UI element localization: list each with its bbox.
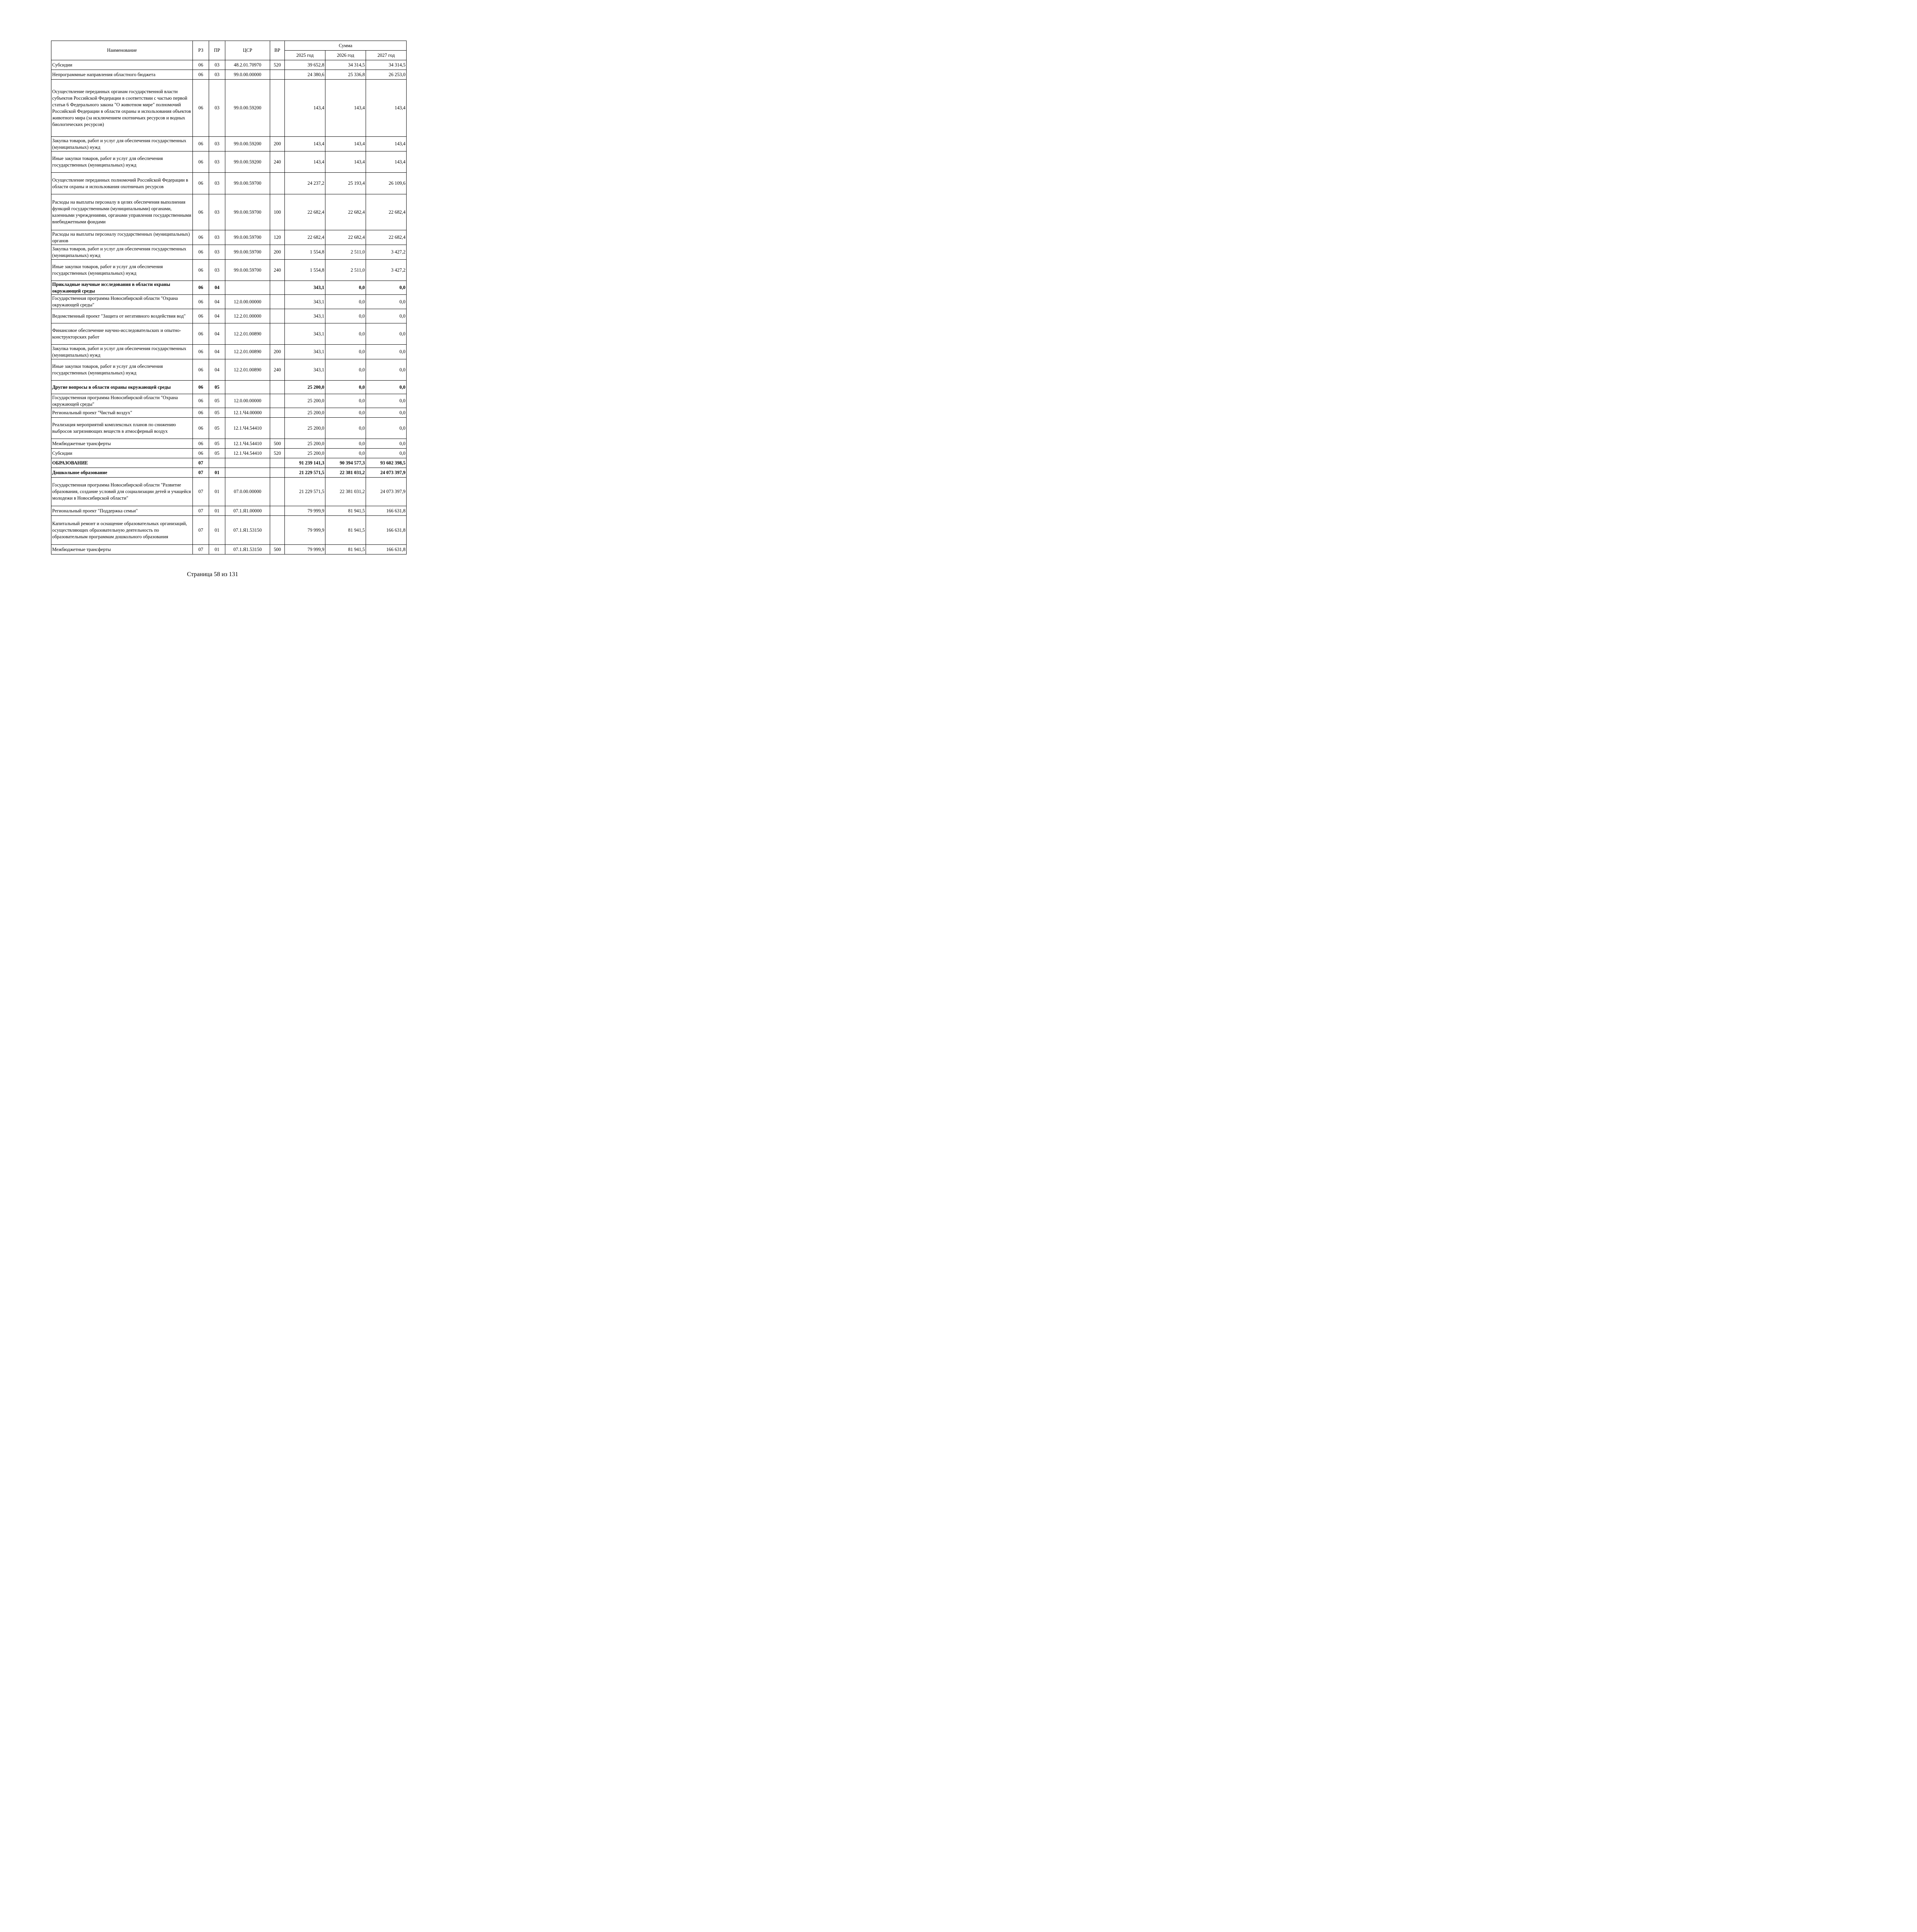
cell-name: Закупка товаров, работ и услуг для обеспечения государственных (муниципальных) нужд	[51, 345, 193, 359]
table-row	[51, 359, 407, 381]
cell-rz: 07	[193, 468, 209, 478]
cell-name: Дошкольное образование	[51, 468, 193, 478]
cell-csr: 99.0.00.59700	[225, 230, 270, 245]
cell-2027: 22 682,4	[366, 230, 407, 245]
cell-2027: 166 631,8	[366, 545, 407, 554]
cell-2026: 143,4	[325, 151, 366, 173]
cell-rz: 06	[193, 281, 209, 295]
cell-name: Региональный проект "Чистый воздух"	[51, 408, 193, 418]
cell-rz: 06	[193, 151, 209, 173]
cell-name: Осуществление переданных полномочий Российской Федерации в области охраны и использования охотничьих ресурсов	[51, 173, 193, 194]
header-year-2025: 2025 год	[285, 51, 325, 60]
table-row	[51, 478, 407, 506]
cell-name: Субсидии	[51, 60, 193, 70]
cell-vr	[270, 323, 285, 345]
cell-2026: 81 941,5	[325, 545, 366, 554]
cell-2025: 39 652,8	[285, 60, 325, 70]
cell-vr: 240	[270, 151, 285, 173]
cell-pr: 05	[209, 449, 225, 458]
cell-vr	[270, 394, 285, 408]
cell-2025: 343,1	[285, 323, 325, 345]
cell-2027: 24 073 397,9	[366, 468, 407, 478]
cell-name: Государственная программа Новосибирской области "Охрана окружающей среды"	[51, 394, 193, 408]
cell-vr	[270, 506, 285, 516]
cell-rz: 06	[193, 70, 209, 80]
table-row	[51, 394, 407, 408]
table-row	[51, 137, 407, 151]
cell-rz: 07	[193, 545, 209, 554]
cell-2026: 25 193,4	[325, 173, 366, 194]
cell-vr	[270, 468, 285, 478]
cell-2025: 143,4	[285, 80, 325, 137]
cell-2025: 22 682,4	[285, 194, 325, 230]
cell-2027: 26 253,0	[366, 70, 407, 80]
cell-pr: 05	[209, 381, 225, 394]
cell-name: Закупка товаров, работ и услуг для обеспечения государственных (муниципальных) нужд	[51, 137, 193, 151]
cell-2026: 25 336,8	[325, 70, 366, 80]
cell-2026: 143,4	[325, 80, 366, 137]
cell-2026: 0,0	[325, 323, 366, 345]
cell-csr: 12.2.01.00000	[225, 309, 270, 323]
cell-pr: 03	[209, 260, 225, 281]
cell-csr	[225, 281, 270, 295]
cell-vr	[270, 70, 285, 80]
cell-rz: 06	[193, 309, 209, 323]
table-row	[51, 408, 407, 418]
cell-csr: 12.1.Ч4.54410	[225, 449, 270, 458]
cell-2027: 34 314,5	[366, 60, 407, 70]
cell-rz: 06	[193, 137, 209, 151]
cell-name: Иные закупки товаров, работ и услуг для обеспечения государственных (муниципальных) нужд	[51, 359, 193, 381]
cell-vr: 100	[270, 194, 285, 230]
cell-name: Реализация мероприятий комплексных планов по снижению выбросов загрязняющих веществ в атмосферный воздух	[51, 418, 193, 439]
cell-pr: 03	[209, 230, 225, 245]
cell-vr	[270, 458, 285, 468]
cell-vr	[270, 173, 285, 194]
cell-rz: 06	[193, 245, 209, 260]
cell-2026: 143,4	[325, 137, 366, 151]
table-row	[51, 516, 407, 545]
cell-name: Межбюджетные трансферты	[51, 545, 193, 554]
cell-csr: 07.1.Я1.53150	[225, 516, 270, 545]
header-year-2026: 2026 год	[325, 51, 366, 60]
cell-name: Иные закупки товаров, работ и услуг для обеспечения государственных (муниципальных) нужд	[51, 151, 193, 173]
cell-rz: 07	[193, 478, 209, 506]
cell-rz: 06	[193, 439, 209, 449]
cell-vr	[270, 516, 285, 545]
cell-2027: 3 427,2	[366, 245, 407, 260]
cell-2025: 343,1	[285, 309, 325, 323]
cell-name: Прикладные научные исследования в области охраны окружающей среды	[51, 281, 193, 295]
cell-pr: 01	[209, 545, 225, 554]
cell-rz: 06	[193, 449, 209, 458]
header-sum: Сумма	[285, 41, 407, 51]
cell-rz: 07	[193, 506, 209, 516]
cell-name: Ведомственный проект "Защита от негативного воздействия вод"	[51, 309, 193, 323]
cell-csr: 99.0.00.59700	[225, 173, 270, 194]
cell-vr: 520	[270, 60, 285, 70]
cell-vr: 200	[270, 137, 285, 151]
cell-2026: 0,0	[325, 345, 366, 359]
cell-rz: 06	[193, 418, 209, 439]
cell-2026: 22 381 031,2	[325, 478, 366, 506]
cell-2027: 93 602 398,5	[366, 458, 407, 468]
cell-pr: 03	[209, 137, 225, 151]
cell-vr: 520	[270, 449, 285, 458]
header-rz: РЗ	[193, 41, 209, 60]
cell-2027: 0,0	[366, 394, 407, 408]
cell-csr: 12.0.00.00000	[225, 295, 270, 309]
cell-2027: 26 109,6	[366, 173, 407, 194]
cell-rz: 06	[193, 345, 209, 359]
cell-rz: 06	[193, 194, 209, 230]
cell-2026: 0,0	[325, 418, 366, 439]
cell-2026: 0,0	[325, 408, 366, 418]
cell-pr: 01	[209, 478, 225, 506]
cell-rz: 06	[193, 295, 209, 309]
table-row	[51, 418, 407, 439]
table-row	[51, 458, 407, 468]
cell-vr	[270, 295, 285, 309]
cell-2025: 143,4	[285, 137, 325, 151]
cell-csr: 48.2.01.70970	[225, 60, 270, 70]
cell-vr	[270, 281, 285, 295]
cell-2025: 25 200,0	[285, 381, 325, 394]
table-row	[51, 260, 407, 281]
cell-name: Непрограммные направления областного бюджета	[51, 70, 193, 80]
cell-csr: 12.1.Ч4.54410	[225, 418, 270, 439]
table-row	[51, 345, 407, 359]
cell-csr: 99.0.00.59700	[225, 194, 270, 230]
table-row	[51, 381, 407, 394]
cell-csr: 99.0.00.59200	[225, 151, 270, 173]
cell-2027: 143,4	[366, 80, 407, 137]
cell-vr	[270, 80, 285, 137]
cell-vr: 200	[270, 245, 285, 260]
table-row	[51, 506, 407, 516]
cell-2025: 24 237,2	[285, 173, 325, 194]
cell-2027: 0,0	[366, 345, 407, 359]
table-row	[51, 468, 407, 478]
header-csr: ЦСР	[225, 41, 270, 60]
cell-2027: 0,0	[366, 295, 407, 309]
cell-name: Субсидии	[51, 449, 193, 458]
cell-rz: 06	[193, 80, 209, 137]
cell-pr: 03	[209, 194, 225, 230]
cell-2025: 24 380,6	[285, 70, 325, 80]
cell-vr: 500	[270, 439, 285, 449]
cell-rz: 06	[193, 381, 209, 394]
cell-2027: 0,0	[366, 309, 407, 323]
cell-2027: 0,0	[366, 381, 407, 394]
table-row	[51, 245, 407, 260]
cell-2025: 25 200,0	[285, 394, 325, 408]
cell-2026: 81 941,5	[325, 506, 366, 516]
cell-2025: 25 200,0	[285, 439, 325, 449]
cell-2025: 343,1	[285, 281, 325, 295]
header-pr: ПР	[209, 41, 225, 60]
cell-2027: 0,0	[366, 418, 407, 439]
cell-pr: 03	[209, 173, 225, 194]
cell-csr: 99.0.00.59200	[225, 80, 270, 137]
table-row	[51, 70, 407, 80]
cell-name: Капитальный ремонт и оснащение образовательных организаций, осуществляющих образовательную деятельность по образовательным программам дошкольного образования	[51, 516, 193, 545]
cell-pr: 03	[209, 151, 225, 173]
cell-name: Расходы на выплаты персоналу в целях обеспечения выполнения функций государственными (муниципальными) органами, казенными учреждениями, органами управления государственными внебюджетными фондами	[51, 194, 193, 230]
table-row	[51, 281, 407, 295]
cell-pr: 03	[209, 60, 225, 70]
cell-2026: 0,0	[325, 394, 366, 408]
cell-pr: 04	[209, 295, 225, 309]
cell-csr: 07.0.00.00000	[225, 478, 270, 506]
cell-2025: 343,1	[285, 359, 325, 381]
table-body	[51, 60, 407, 554]
cell-2025: 25 200,0	[285, 408, 325, 418]
table-header	[51, 41, 407, 60]
cell-pr: 03	[209, 70, 225, 80]
cell-csr: 12.0.00.00000	[225, 394, 270, 408]
cell-vr	[270, 418, 285, 439]
cell-2026: 0,0	[325, 359, 366, 381]
cell-2027: 143,4	[366, 137, 407, 151]
cell-vr	[270, 478, 285, 506]
cell-csr: 12.1.Ч4.00000	[225, 408, 270, 418]
cell-pr: 04	[209, 359, 225, 381]
cell-pr: 01	[209, 506, 225, 516]
cell-2025: 79 999,9	[285, 506, 325, 516]
cell-csr: 12.1.Ч4.54410	[225, 439, 270, 449]
cell-2027: 0,0	[366, 439, 407, 449]
cell-csr	[225, 458, 270, 468]
cell-2026: 81 941,5	[325, 516, 366, 545]
cell-2027: 22 682,4	[366, 194, 407, 230]
cell-name: Государственная программа Новосибирской области "Развитие образования, создание условий для социализации детей и учащейся молодежи в Новосибирской области"	[51, 478, 193, 506]
cell-rz: 06	[193, 230, 209, 245]
table-row	[51, 439, 407, 449]
cell-pr: 04	[209, 309, 225, 323]
cell-vr	[270, 309, 285, 323]
cell-vr: 240	[270, 260, 285, 281]
cell-vr: 240	[270, 359, 285, 381]
cell-2026: 22 682,4	[325, 230, 366, 245]
cell-2027: 3 427,2	[366, 260, 407, 281]
table-row	[51, 295, 407, 309]
cell-2026: 0,0	[325, 295, 366, 309]
cell-rz: 06	[193, 173, 209, 194]
cell-2027: 0,0	[366, 281, 407, 295]
cell-name: Расходы на выплаты персоналу государственных (муниципальных) органов	[51, 230, 193, 245]
budget-table	[51, 41, 407, 554]
cell-rz: 06	[193, 60, 209, 70]
cell-csr: 99.0.00.00000	[225, 70, 270, 80]
cell-pr: 03	[209, 80, 225, 137]
cell-vr: 500	[270, 545, 285, 554]
cell-pr: 05	[209, 418, 225, 439]
cell-pr: 01	[209, 516, 225, 545]
cell-name: Закупка товаров, работ и услуг для обеспечения государственных (муниципальных) нужд	[51, 245, 193, 260]
cell-2025: 79 999,9	[285, 545, 325, 554]
cell-vr: 120	[270, 230, 285, 245]
cell-csr: 12.2.01.00890	[225, 345, 270, 359]
cell-csr	[225, 381, 270, 394]
cell-pr: 03	[209, 245, 225, 260]
cell-rz: 07	[193, 516, 209, 545]
cell-name: Иные закупки товаров, работ и услуг для обеспечения государственных (муниципальных) нужд	[51, 260, 193, 281]
cell-2025: 21 229 571,5	[285, 478, 325, 506]
cell-2026: 2 511,0	[325, 245, 366, 260]
cell-name: Региональный проект "Поддержка семьи"	[51, 506, 193, 516]
header-year-2027: 2027 год	[366, 51, 407, 60]
cell-pr: 05	[209, 408, 225, 418]
cell-csr: 99.0.00.59700	[225, 245, 270, 260]
table-row	[51, 545, 407, 554]
cell-2027: 24 073 397,9	[366, 478, 407, 506]
cell-csr: 99.0.00.59200	[225, 137, 270, 151]
cell-2027: 0,0	[366, 359, 407, 381]
table-row	[51, 194, 407, 230]
cell-csr: 07.1.Я1.53150	[225, 545, 270, 554]
cell-2026: 0,0	[325, 309, 366, 323]
cell-2026: 0,0	[325, 439, 366, 449]
table-row	[51, 309, 407, 323]
cell-2025: 91 239 141,3	[285, 458, 325, 468]
table-row	[51, 60, 407, 70]
table-row	[51, 449, 407, 458]
table-row	[51, 230, 407, 245]
cell-2025: 25 200,0	[285, 418, 325, 439]
cell-2025: 25 200,0	[285, 449, 325, 458]
cell-2025: 1 554,8	[285, 260, 325, 281]
cell-2026: 90 394 577,3	[325, 458, 366, 468]
cell-2026: 2 511,0	[325, 260, 366, 281]
table-row	[51, 151, 407, 173]
cell-2025: 1 554,8	[285, 245, 325, 260]
table-row	[51, 80, 407, 137]
cell-name: Финансовое обеспечение научно-исследовательских и опытно-конструкторских работ	[51, 323, 193, 345]
cell-pr: 04	[209, 323, 225, 345]
cell-2027: 166 631,8	[366, 506, 407, 516]
cell-rz: 06	[193, 260, 209, 281]
cell-vr: 200	[270, 345, 285, 359]
cell-csr: 99.0.00.59700	[225, 260, 270, 281]
cell-vr	[270, 408, 285, 418]
cell-2026: 0,0	[325, 281, 366, 295]
cell-2026: 22 682,4	[325, 194, 366, 230]
cell-2027: 0,0	[366, 323, 407, 345]
cell-rz: 06	[193, 394, 209, 408]
cell-name: Осуществление переданных органам государственной власти субъектов Российской Федерации в соответствии с частью первой статьи 6 Федерального закона "О животном мире" полномочий Российской Федерации в области охраны и использования объектов животного мира (за исключением охотничьих ресурсов и водных биологических ресурсов)	[51, 80, 193, 137]
cell-csr: 12.2.01.00890	[225, 359, 270, 381]
cell-vr	[270, 381, 285, 394]
header-vr: ВР	[270, 41, 285, 60]
cell-2025: 21 229 571,5	[285, 468, 325, 478]
cell-pr: 01	[209, 468, 225, 478]
cell-2026: 0,0	[325, 449, 366, 458]
cell-csr	[225, 468, 270, 478]
cell-pr: 04	[209, 281, 225, 295]
cell-name: ОБРАЗОВАНИЕ	[51, 458, 193, 468]
cell-pr	[209, 458, 225, 468]
cell-rz: 06	[193, 359, 209, 381]
table-row	[51, 173, 407, 194]
cell-rz: 06	[193, 323, 209, 345]
cell-2026: 34 314,5	[325, 60, 366, 70]
cell-2027: 0,0	[366, 449, 407, 458]
cell-2026: 22 381 031,2	[325, 468, 366, 478]
cell-2027: 166 631,8	[366, 516, 407, 545]
header-name: Наименование	[51, 41, 193, 60]
cell-name: Межбюджетные трансферты	[51, 439, 193, 449]
cell-2027: 0,0	[366, 408, 407, 418]
cell-pr: 05	[209, 439, 225, 449]
cell-2025: 143,4	[285, 151, 325, 173]
page-number: Страница 58 из 131	[187, 571, 238, 578]
cell-2026: 0,0	[325, 381, 366, 394]
cell-2025: 22 682,4	[285, 230, 325, 245]
cell-csr: 07.1.Я1.00000	[225, 506, 270, 516]
cell-pr: 05	[209, 394, 225, 408]
cell-2025: 79 999,9	[285, 516, 325, 545]
cell-name: Государственная программа Новосибирской области "Охрана окружающей среды"	[51, 295, 193, 309]
cell-rz: 07	[193, 458, 209, 468]
table-row	[51, 323, 407, 345]
cell-rz: 06	[193, 408, 209, 418]
cell-2025: 343,1	[285, 295, 325, 309]
cell-csr: 12.2.01.00890	[225, 323, 270, 345]
cell-name: Другие вопросы в области охраны окружающей среды	[51, 381, 193, 394]
cell-2027: 143,4	[366, 151, 407, 173]
cell-2025: 343,1	[285, 345, 325, 359]
cell-pr: 04	[209, 345, 225, 359]
